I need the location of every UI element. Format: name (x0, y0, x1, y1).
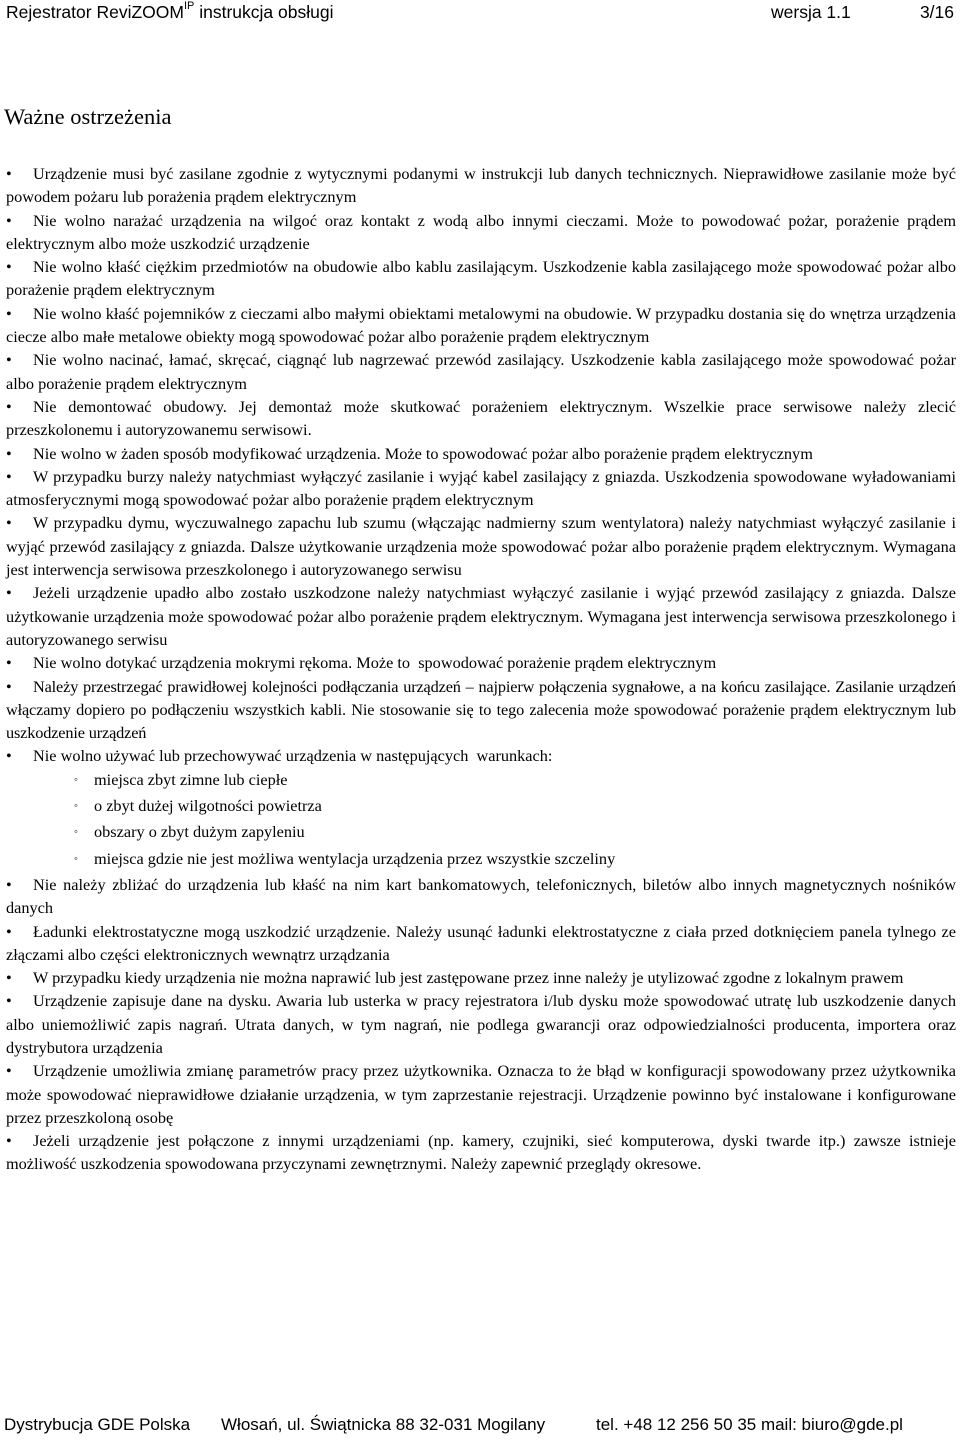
list-item-text: Nie wolno kłaść ciężkim przedmiotów na obudowie albo kablu zasilającym. Uszkodzenie kabla zasilającego może spowodować pożar albo porażenie prądem elektrycznym (6, 257, 956, 300)
bullet-icon: • (6, 350, 12, 370)
list-item-text: Nie wolno nacinać, łamać, skręcać, ciągnąć lub nagrzewać przewód zasilający. Uszkodzenie kabla zasilającego może spowodować pożar albo porażenie prądem elektrycznym (6, 350, 956, 393)
list-item (6, 966, 956, 989)
list-item-text: Urządzenie musi być zasilane zgodnie z wytycznymi podanymi w instrukcji lub danych technicznych. Nieprawidłowe zasilanie może być powodem pożaru lub porażenia prądem elektrycznym (6, 164, 956, 207)
circle-bullet-icon: ◦ (74, 826, 78, 839)
list-item-text: W przypadku dymu, wyczuwalnego zapachu lub szumu (włączając nadmierny szum wentylatora) należy natychmiast wyłączyć zasilanie i wyjąć przewód zasilający z gniazda. Dalsze użytkowanie urządzenia może spowodować pożar albo porażenie prądem elektrycznym. Wymagana jest interwencja serwisowa przeszkolonego i autoryzowanego serwisu (6, 513, 956, 580)
bullet-icon: • (6, 513, 12, 533)
document-title-suffix: instrukcja obsługi (194, 2, 334, 22)
bullet-icon: • (6, 676, 12, 696)
document-version: wersja 1.1 (771, 2, 851, 22)
document-title-prefix: Rejestrator ReviZOOM (6, 2, 184, 22)
bullet-icon: • (6, 874, 12, 894)
page-number: 3/16 (919, 2, 954, 22)
page-footer (0, 1415, 960, 1439)
list-item (6, 255, 956, 302)
bullet-icon: • (6, 921, 12, 941)
list-item (6, 465, 956, 512)
circle-bullet-icon: ◦ (74, 800, 78, 813)
list-item-text: Nie należy zbliżać do urządzenia lub kłaść na nim kart bankomatowych, telefonicznych, biletów albo innych magnetycznych nośników danych (6, 874, 956, 918)
list-item-text: Nie wolno używać lub przechowywać urządzenia w następujących warunkach: (33, 746, 553, 766)
list-item-text: W przypadku burzy należy natychmiast wyłączyć zasilanie i wyjąć kabel zasilający z gniazda. Uszkodzenia spowodowane wyładowaniami atmosferycznymi mogą spowodować pożar albo porażenie prądem elektrycznym (6, 466, 956, 510)
document-title (6, 2, 333, 23)
list-item-text: Nie wolno kłaść pojemników z cieczami albo małymi obiektami metalowymi na obudowie. W przypadku dostania się do wnętrza urządzenia ciecze albo małe metalowe obiekty mogą spowodować pożar albo porażenie prądem elektrycznym (6, 303, 956, 347)
list-item (6, 989, 956, 1059)
list-item (6, 395, 956, 442)
list-item (6, 302, 956, 349)
circle-bullet-icon: ◦ (74, 773, 78, 786)
footer-company: Dystrybucja GDE Polska (4, 1415, 191, 1434)
bullet-icon: • (6, 1131, 12, 1151)
list-item-text: Jeżeli urządzenie jest połączone z innymi urządzeniami (np. kamery, czujniki, sieć komputerowa, dyski twarde itp.) zawsze istnieje możliwość uszkodzenia spowodowana przyczynami zewnętrznymi. Należy zapewnić przeglądy okresowe. (6, 1131, 956, 1174)
bullet-icon: • (6, 991, 12, 1011)
list-item-text: Należy przestrzegać prawidłowej kolejności podłączania urządzeń – najpierw połączenia sygnałowe, a na końcu zasilające. Zasilanie urządzeń włączamy dopiero po podłączeniu wszystkich kabli. Nie stosowanie się to tego zalecenia może spowodować porażenie prądem elektrycznym lub uszkodzenie urządzeń (6, 676, 956, 743)
list-item (6, 1129, 956, 1176)
list-item (6, 209, 956, 256)
bullet-icon: • (6, 210, 12, 230)
bullet-icon: • (6, 257, 12, 277)
condition-item (74, 820, 956, 846)
bullet-icon: • (6, 303, 12, 323)
condition-text: o zbyt dużej wilgotności powietrza (94, 796, 322, 816)
list-item (6, 348, 956, 395)
condition-text: miejsca zbyt zimne lub ciepłe (94, 769, 288, 789)
list-item (6, 1059, 956, 1129)
footer-address: Włosań, ul. Świątnicka 88 32-031 Mogilany (221, 1415, 546, 1434)
section-title: Ważne ostrzeżenia (4, 104, 172, 129)
circle-bullet-icon: ◦ (74, 852, 78, 865)
bullet-icon: • (6, 466, 12, 486)
list-item-text: Jeżeli urządzenie upadło albo zostało uszkodzone należy natychmiast wyłączyć zasilanie i wyjąć przewód zasilający z gniazda. Dalsze użytkowanie urządzenia może spowodować pożar albo porażenie prądem elektrycznym. Wymagana jest interwencja serwisowa przeszkolonego i autoryzowanego serwisu (6, 583, 956, 649)
list-item (6, 873, 956, 920)
bullet-icon: • (6, 1061, 12, 1081)
bullet-icon: • (6, 443, 12, 463)
footer-contact: tel. +48 12 256 50 35 mail: biuro@gde.pl (596, 1415, 903, 1434)
list-item (6, 581, 956, 651)
list-item-text: Urządzenie umożliwia zmianę parametrów pracy przez użytkownika. Oznacza to że błąd w konfiguracji spowodowany przez użytkownika może spowodować nieprawidłowe działanie urządzenia, w tym zaprzestanie rejestracji. Urządzenie powinno być instalowane i konfigurowane przez przeszkoloną osobę (6, 1061, 956, 1127)
bullet-icon: • (6, 583, 12, 603)
list-item (6, 744, 956, 767)
list-item-text: Urządzenie zapisuje dane na dysku. Awaria lub usterka w pracy rejestratora i/lub dysku może spowodować utratę lub uszkodzenie danych albo uniemożliwić zapis nagrań. Utrata danych, w tym nagrań, nie podlega gwarancji oraz odpowiedzialności producenta, importera oraz dystrybutora urządzenia (6, 991, 956, 1057)
bullet-icon: • (6, 746, 12, 766)
list-item-text: Nie wolno dotykać urządzenia mokrymi rękoma. Może to spowodować porażenie prądem elektrycznym (33, 653, 717, 673)
page-header (6, 2, 954, 28)
bullet-icon: • (6, 396, 12, 416)
bullet-icon: • (6, 653, 12, 673)
condition-text: obszary o zbyt dużym zapyleniu (94, 822, 305, 842)
list-item-text: Nie wolno narażać urządzenia na wilgoć oraz kontakt z wodą albo innymi cieczami. Może to powodować pożar, porażenie prądem elektrycznym albo może uszkodzić urządzenie (6, 210, 956, 253)
list-item (6, 651, 956, 674)
condition-text: miejsca gdzie nie jest możliwa wentylacja urządzenia przez wszystkie szczeliny (94, 848, 616, 868)
bullet-icon: • (6, 164, 12, 183)
condition-item (74, 847, 956, 873)
list-item (6, 442, 956, 465)
bullet-icon: • (6, 968, 12, 988)
document-title-superscript: IP (183, 0, 195, 12)
condition-item (74, 768, 956, 794)
list-item-text: Nie wolno w żaden sposób modyfikować urządzenia. Może to spowodować pożar albo porażenie prądem elektrycznym (33, 443, 813, 463)
list-item (6, 511, 956, 581)
list-item (6, 675, 956, 745)
condition-item (74, 794, 956, 820)
list-item-text: W przypadku kiedy urządzenia nie można naprawić lub jest zastępowane przez inne należy je utylizować zgodne z lokalnym prawem (33, 968, 904, 988)
list-item (6, 162, 956, 209)
list-item (6, 920, 956, 967)
warnings-list (6, 162, 956, 1176)
list-item-text: Ładunki elektrostatyczne mogą uszkodzić urządzenie. Należy usunąć ładunki elektrostatyczne z ciała przed dotknięciem panela tylnego ze złączami albo części elektronicznych wewnątrz urządzania (6, 921, 956, 964)
list-item-text: Nie demontować obudowy. Jej demontaż może skutkować porażeniem elektrycznym. Wszelkie prace serwisowe należy zlecić przeszkolonemu i autoryzowanemu serwisowi. (6, 396, 956, 440)
